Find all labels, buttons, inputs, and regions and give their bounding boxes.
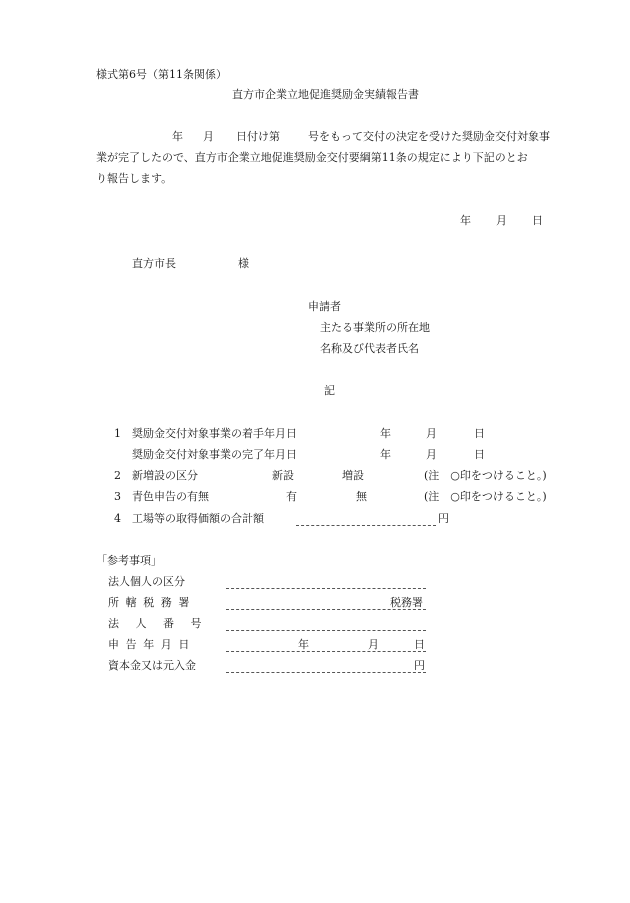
ref-corp-number-label: 法人番号	[108, 617, 218, 630]
document-title: 直方市企業立地促進奨励金実績報告書	[232, 88, 419, 101]
intro-line-3: り報告します。	[96, 172, 173, 185]
item1-start-label: 奨励金交付対象事業の着手年月日	[132, 427, 297, 440]
intro-number-text: 号をもって交付の決定を受けた奨励金交付対象事	[308, 130, 550, 143]
ref-capital-label: 資本金又は元入金	[108, 659, 196, 672]
addressee-honorific: 様	[238, 257, 249, 270]
item1-end-year: 年	[380, 448, 391, 461]
intro-year-label: 年	[172, 130, 183, 143]
intro-day-dated: 日付け第	[236, 130, 280, 143]
item2-option-new: 新設	[272, 469, 294, 482]
intro-line-2: 業が完了したので、直方市企業立地促進奨励金交付要綱第11条の規定により下記のとお	[96, 151, 528, 164]
ref-corp-number-line	[226, 630, 426, 631]
ref-capital-line	[226, 672, 426, 673]
item1-number: 1	[114, 427, 121, 440]
ref-capital-unit: 円	[414, 659, 425, 672]
ref-filing-year: 年	[298, 638, 309, 651]
item2-option-expand: 増設	[342, 469, 364, 482]
item2-label: 新増設の区分	[132, 469, 198, 482]
item2-number: 2	[114, 469, 121, 482]
item4-unit: 円	[438, 512, 449, 525]
applicant-label: 申請者	[308, 300, 341, 313]
ref-tax-office-label: 所轄税務署	[108, 596, 196, 609]
item1-end-month: 月	[426, 448, 437, 461]
ref-filing-day: 日	[414, 638, 425, 651]
item4-label: 工場等の取得価額の合計額	[132, 512, 264, 525]
item2-note: (注 ○印をつけること。)	[424, 469, 547, 482]
applicant-address-label: 主たる事業所の所在地	[320, 321, 430, 334]
ref-filing-date-label: 申告年月日	[108, 638, 196, 651]
form-number: 様式第6号（第11条関係）	[96, 68, 227, 81]
addressee-name: 直方市長	[132, 257, 176, 270]
item1-end-label: 奨励金交付対象事業の完了年月日	[132, 448, 297, 461]
ref-filing-month: 月	[368, 638, 379, 651]
item1-start-year: 年	[380, 427, 391, 440]
item1-end-day: 日	[474, 448, 485, 461]
applicant-name-label: 名称及び代表者氏名	[320, 342, 419, 355]
item1-start-month: 月	[426, 427, 437, 440]
date-day: 日	[532, 214, 543, 227]
ref-filing-date-line	[226, 651, 426, 652]
ref-corp-line	[226, 588, 426, 589]
ref-corp-label: 法人個人の区分	[108, 575, 185, 588]
ki-heading: 記	[324, 384, 335, 397]
date-month: 月	[496, 214, 507, 227]
item4-number: 4	[114, 512, 121, 525]
intro-month-label: 月	[203, 130, 214, 143]
reference-header: 「参考事項」	[96, 554, 162, 567]
item3-number: 3	[114, 490, 121, 503]
item3-note: (注 ○印をつけること。)	[424, 490, 547, 503]
item3-option-no: 無	[356, 490, 367, 503]
item4-amount-line	[296, 525, 436, 526]
item1-start-day: 日	[474, 427, 485, 440]
item3-option-yes: 有	[286, 490, 297, 503]
item3-label: 青色申告の有無	[132, 490, 209, 503]
ref-tax-office-suffix: 税務署	[390, 596, 423, 609]
date-year: 年	[460, 214, 471, 227]
